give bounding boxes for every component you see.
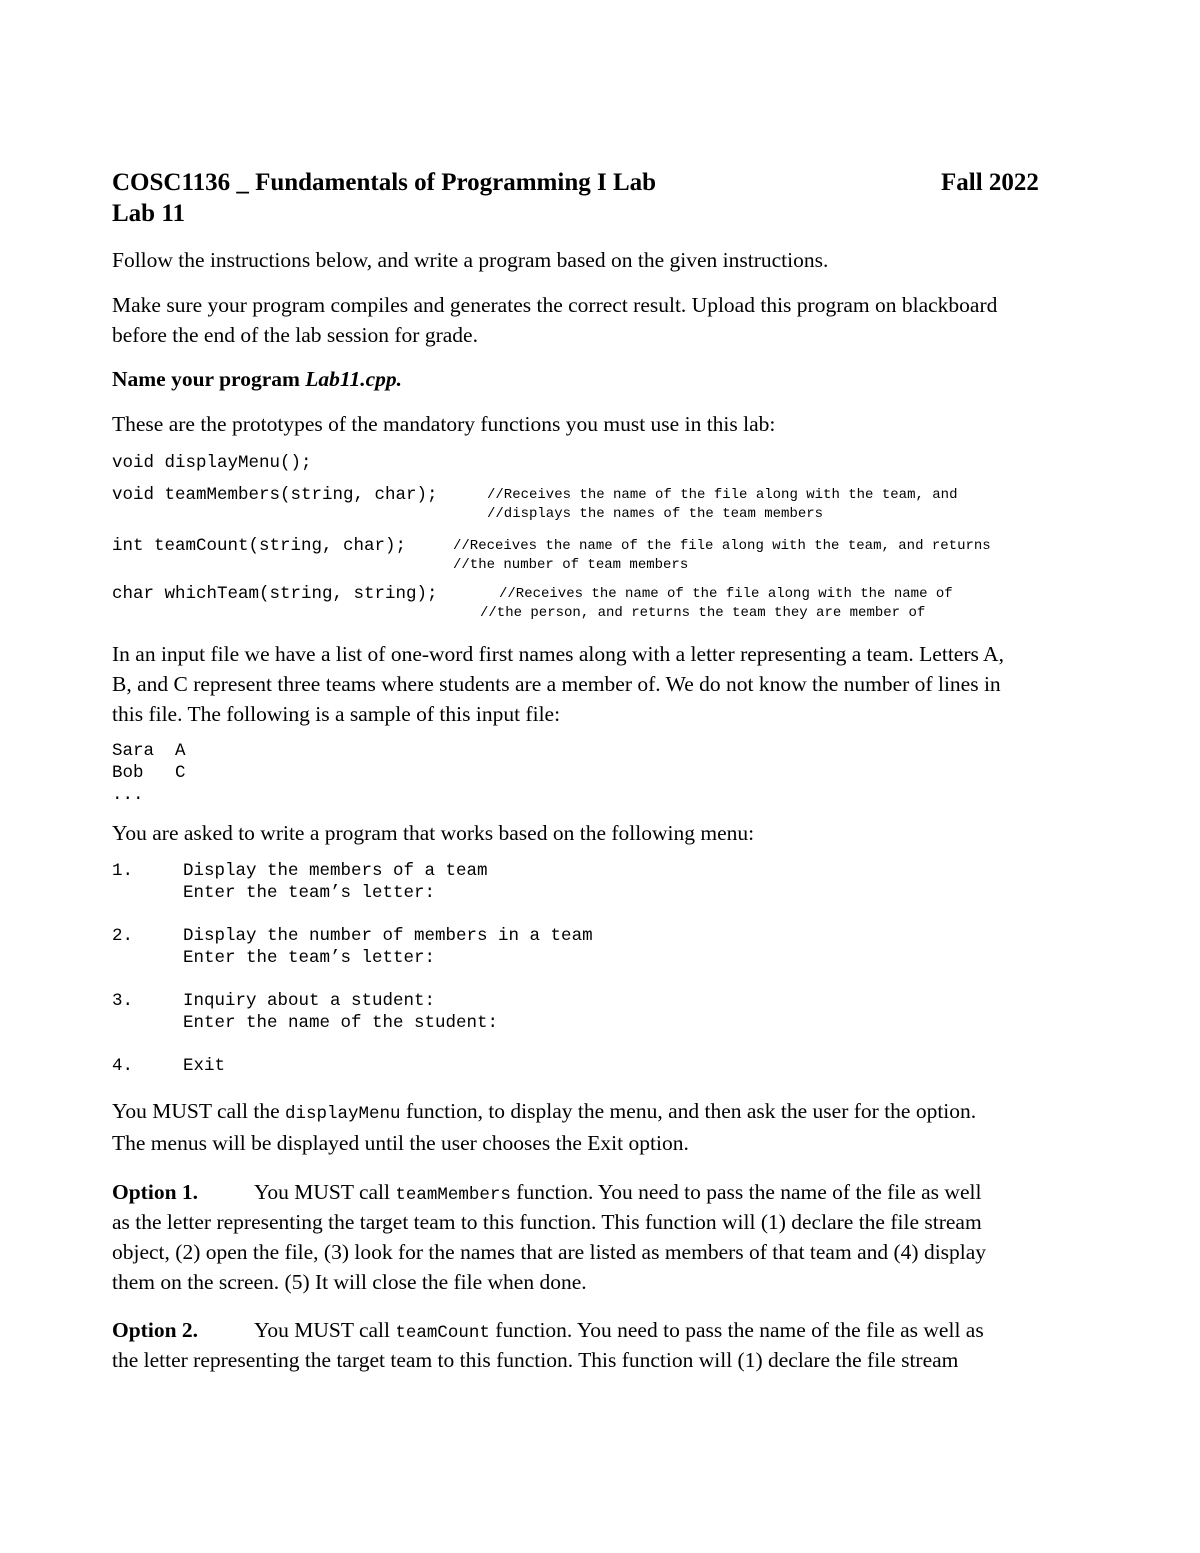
sample-row: Bob C bbox=[112, 763, 186, 783]
text-run: function. You need to pass the name of the file as well as bbox=[489, 1318, 984, 1342]
text-run: function, to display the menu, and then ask the user for the option. bbox=[400, 1099, 977, 1123]
menu-item-text: Inquiry about a student: bbox=[183, 991, 436, 1011]
intro-line: before the end of the lab session for grade. bbox=[112, 323, 478, 347]
option1-label: Option 1. bbox=[112, 1180, 199, 1204]
text-run: You MUST call bbox=[254, 1180, 396, 1204]
lab-number: Lab 11 bbox=[112, 200, 185, 227]
call-instruction-line: The menus will be displayed until the user chooses the Exit option. bbox=[112, 1131, 689, 1155]
input-desc-line: B, and C represent three teams where students are a member of. We do not know the number of lines in bbox=[112, 672, 1001, 696]
prototype-comment: //the person, and returns the team they are member of bbox=[480, 605, 926, 621]
option2-line bbox=[254, 1315, 984, 1348]
prototype-comment: //Receives the name of the file along with the name of bbox=[499, 586, 953, 602]
menu-item-text: Display the members of a team bbox=[183, 861, 488, 881]
option2-line: the letter representing the target team to this function. This function will (1) declare the file stream bbox=[112, 1348, 959, 1372]
option1-line: object, (2) open the file, (3) look for the names that are listed as members of that team and (4) display bbox=[112, 1240, 987, 1264]
program-name-instruction bbox=[112, 364, 402, 394]
prototype-comment: //Receives the name of the file along with the team, and returns bbox=[453, 538, 991, 554]
course-title: COSC1136 _ Fundamentals of Programming I Lab bbox=[112, 169, 657, 196]
menu-item-prompt: Enter the team’s letter: bbox=[183, 948, 436, 968]
prototypes-intro: These are the prototypes of the mandatory functions you must use in this lab: bbox=[112, 412, 776, 436]
menu-item-number: 4. bbox=[112, 1056, 134, 1076]
option2-label: Option 2. bbox=[112, 1318, 199, 1342]
prototype-comment: //displays the names of the team members bbox=[487, 506, 824, 522]
prototype-display-menu: void displayMenu(); bbox=[112, 453, 312, 473]
sample-ellipsis: ... bbox=[112, 785, 144, 805]
prototype-comment: //Receives the name of the file along with the team, and bbox=[487, 487, 958, 503]
function-name: teamCount bbox=[395, 1323, 490, 1343]
text-run: function. You need to pass the name of the file as well bbox=[510, 1180, 982, 1204]
menu-item-number: 2. bbox=[112, 926, 134, 946]
menu-item-number: 1. bbox=[112, 861, 134, 881]
prototype-which-team: char whichTeam(string, string); bbox=[112, 584, 438, 604]
program-file-name: Lab11.cpp. bbox=[305, 367, 403, 391]
menu-item-prompt: Enter the team’s letter: bbox=[183, 883, 436, 903]
intro-line: Follow the instructions below, and write a program based on the given instructions. bbox=[112, 248, 829, 272]
input-desc-line: In an input file we have a list of one-word first names along with a letter representing a team. Letters A, bbox=[112, 642, 1004, 666]
input-desc-line: this file. The following is a sample of this input file: bbox=[112, 702, 561, 726]
intro-line: Make sure your program compiles and generates the correct result. Upload this program on blackboard bbox=[112, 293, 998, 317]
text-run: You MUST call bbox=[254, 1318, 396, 1342]
term-label: Fall 2022 bbox=[941, 169, 1039, 196]
program-name-label: Name your program bbox=[112, 367, 306, 391]
sample-row: Sara A bbox=[112, 741, 186, 761]
option1-line: as the letter representing the target team to this function. This function will (1) declare the file stream bbox=[112, 1210, 982, 1234]
prototype-comment: //the number of team members bbox=[453, 557, 689, 573]
menu-item-number: 3. bbox=[112, 991, 134, 1011]
menu-intro: You are asked to write a program that works based on the following menu: bbox=[112, 821, 755, 845]
call-instruction bbox=[112, 1096, 976, 1129]
option1-line: them on the screen. (5) It will close the file when done. bbox=[112, 1270, 587, 1294]
menu-item-prompt: Enter the name of the student: bbox=[183, 1013, 499, 1033]
function-name: teamMembers bbox=[395, 1185, 511, 1205]
function-name: displayMenu bbox=[285, 1104, 401, 1124]
prototype-team-members: void teamMembers(string, char); bbox=[112, 485, 438, 505]
menu-item-text: Display the number of members in a team bbox=[183, 926, 593, 946]
prototype-team-count: int teamCount(string, char); bbox=[112, 536, 407, 556]
menu-item-text: Exit bbox=[183, 1056, 226, 1076]
text-run: You MUST call the bbox=[112, 1099, 286, 1123]
option1-line bbox=[254, 1177, 981, 1210]
